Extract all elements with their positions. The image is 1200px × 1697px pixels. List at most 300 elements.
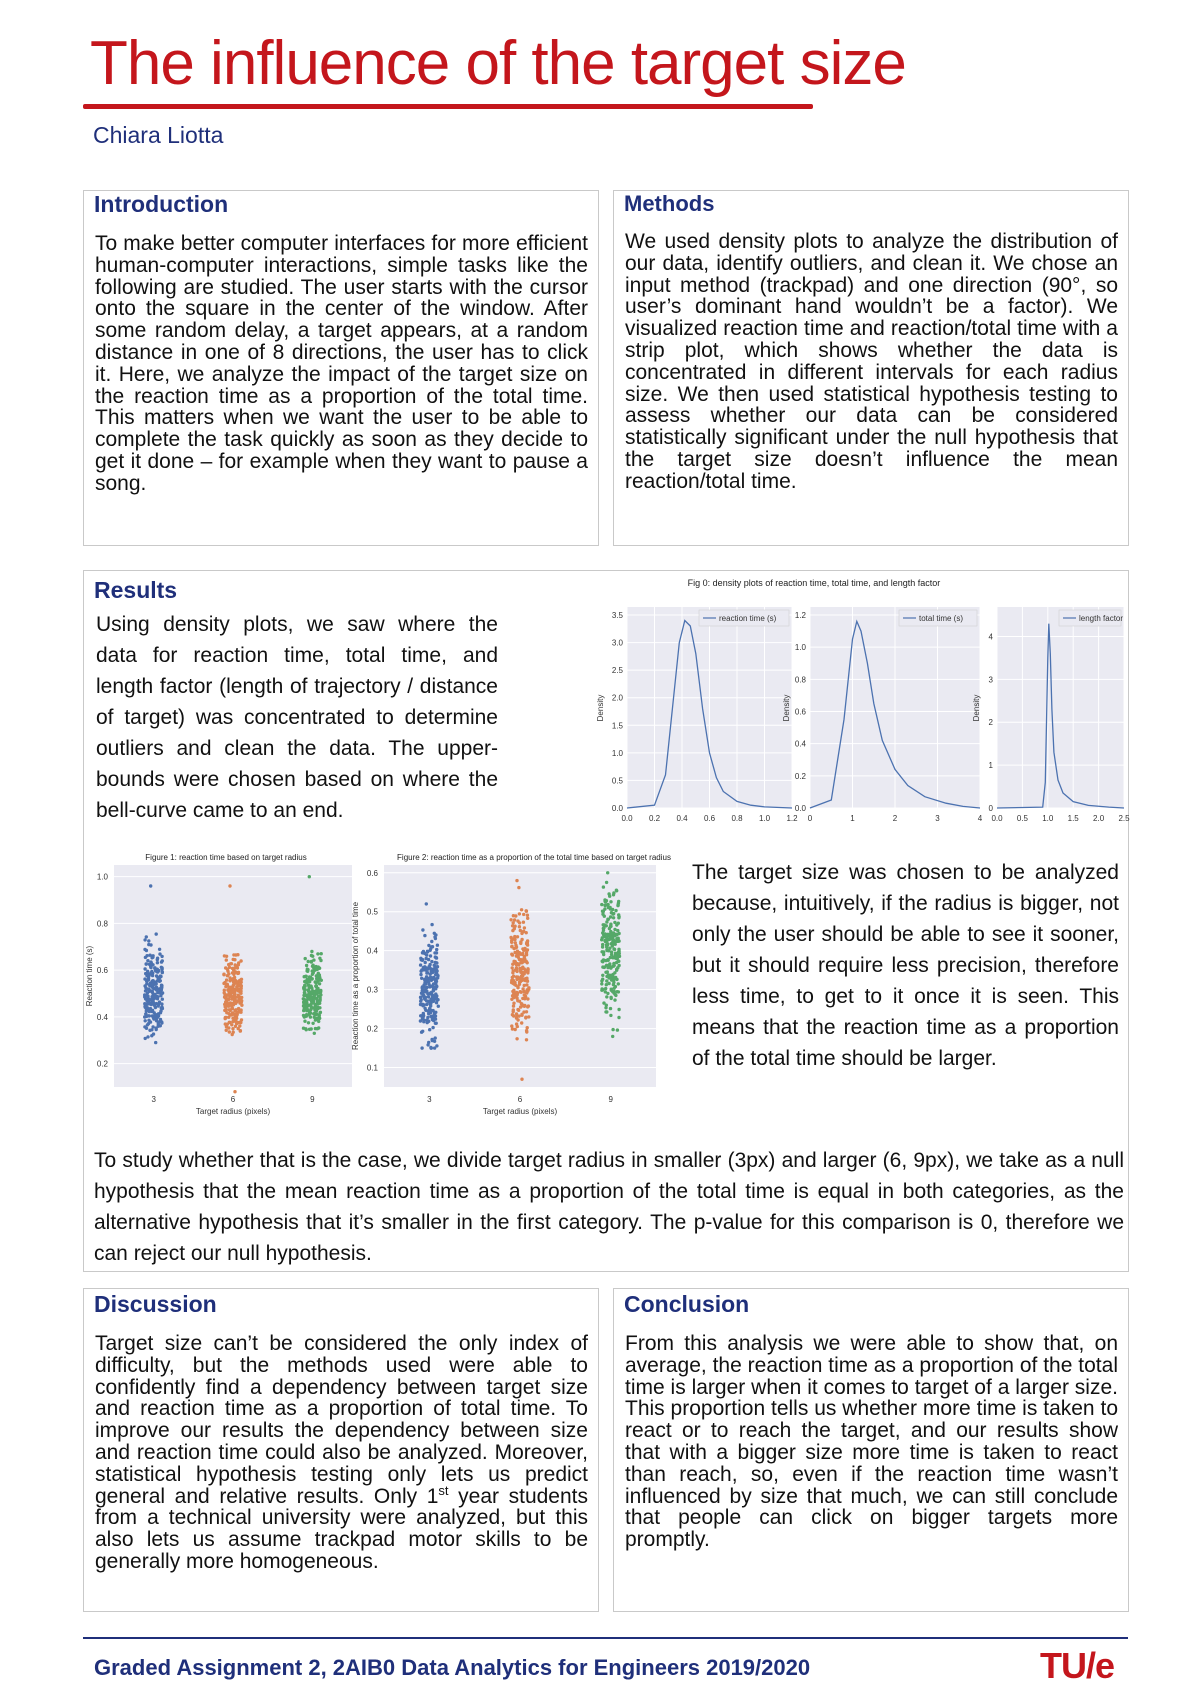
strip-point [602, 1001, 605, 1004]
strip-point [602, 885, 605, 888]
discussion-text-superscript: st [438, 1482, 449, 1498]
author-name: Chiara Liotta [93, 122, 224, 148]
strip-point [424, 982, 427, 985]
strip-point [525, 941, 528, 944]
strip-plot-reaction-proportion [351, 853, 671, 1116]
strip-point [155, 982, 158, 985]
strip-point [317, 965, 320, 968]
strip-point [310, 950, 313, 953]
strip-point [601, 910, 604, 913]
y-tick-label: 3.0 [611, 638, 623, 648]
strip-point [423, 978, 426, 981]
strip-point [150, 971, 153, 974]
strip-point [510, 945, 513, 948]
y-tick-label: 0.0 [794, 804, 806, 813]
strip-point [305, 978, 308, 981]
strip-point [527, 1015, 530, 1018]
strip-point [604, 987, 607, 990]
x-tick-label: 0.4 [676, 814, 688, 823]
strip-point [145, 1015, 148, 1018]
strip-point [158, 948, 161, 951]
strip-point [603, 939, 606, 942]
conclusion-section [613, 1288, 1129, 1612]
y-axis-label: Density [972, 694, 981, 722]
strip-point [307, 1021, 310, 1024]
x-axis-label: Target radius (pixels) [482, 1107, 558, 1116]
strip-point [305, 964, 308, 967]
strip-point-max [228, 884, 231, 887]
strip-point [160, 1006, 163, 1009]
strip-point [303, 1020, 306, 1023]
strip-point [612, 956, 615, 959]
strip-point [222, 973, 225, 976]
y-tick-label: 0.1 [366, 1063, 378, 1073]
strip-point [514, 968, 517, 971]
strip-point [155, 974, 158, 977]
strip-point [617, 1008, 620, 1011]
strip-point [317, 1020, 320, 1023]
strip-point [303, 991, 306, 994]
strip-point [429, 954, 432, 957]
strip-point [515, 991, 518, 994]
strip-point [612, 947, 615, 950]
legend-label: length factor [1079, 614, 1124, 623]
strip-point [314, 1027, 317, 1030]
strip-point [431, 1018, 434, 1021]
strip-point [611, 1028, 614, 1031]
x-tick-label: 0 [807, 814, 813, 823]
x-tick-label: 0.6 [703, 814, 716, 823]
y-tick-label: 0.4 [96, 1012, 108, 1022]
strip-point [230, 1005, 233, 1008]
footer-divider [83, 1637, 1128, 1639]
strip-point [430, 960, 433, 963]
strip-point [147, 998, 150, 1001]
strip-point [239, 999, 242, 1002]
strip-point [521, 930, 524, 933]
strip-point [613, 971, 616, 974]
strip-point [155, 932, 158, 935]
strip-point [421, 1003, 424, 1006]
strip-point [239, 1020, 242, 1023]
strip-point [302, 1027, 305, 1030]
strip-point [146, 1008, 149, 1011]
strip-point [435, 980, 438, 983]
strip-point [312, 1012, 315, 1015]
strip-point [429, 976, 432, 979]
strip-point-max [308, 875, 311, 878]
strip-plots-figure [84, 849, 684, 1129]
strip-point [421, 951, 424, 954]
strip-point [318, 990, 321, 993]
strip-point [603, 915, 606, 918]
strip-point [421, 959, 424, 962]
x-tick-label: 1.0 [758, 814, 771, 823]
y-tick-label: 0.5 [611, 776, 623, 786]
strip-point [423, 997, 426, 1000]
strip-point [607, 918, 610, 921]
strip-point [228, 987, 231, 990]
strip-point [617, 1016, 620, 1019]
y-axis-label: Density [782, 694, 791, 722]
strip-point [606, 903, 609, 906]
strip-point [306, 994, 309, 997]
strip-point [604, 959, 607, 962]
strip-point [525, 1038, 528, 1041]
strip-point [232, 953, 235, 956]
strip-point [615, 952, 618, 955]
strip-point [157, 987, 160, 990]
strip-point [512, 996, 515, 999]
y-tick-label: 1.5 [611, 721, 623, 731]
strip-point [512, 921, 515, 924]
strip-point [511, 1027, 514, 1030]
y-tick-label: 0.8 [96, 919, 108, 929]
strip-point [419, 963, 422, 966]
strip-point [526, 917, 529, 920]
strip-point [607, 982, 610, 985]
y-tick-label: 0.2 [96, 1059, 108, 1069]
strip-point [422, 1020, 425, 1023]
strip-point [519, 940, 522, 943]
strip-point [159, 1009, 162, 1012]
strip-point [609, 1014, 612, 1017]
strip-point [426, 1009, 429, 1012]
y-tick-label: 0.4 [366, 946, 378, 956]
strip-point [239, 1029, 242, 1032]
strip-point [237, 972, 240, 975]
methods-heading: Methods [624, 191, 715, 216]
strip-point [430, 999, 433, 1002]
strip-point [231, 984, 234, 987]
strip-point [419, 1014, 422, 1017]
strip-point [150, 1003, 153, 1006]
strip-point [518, 925, 521, 928]
strip-point [147, 1019, 150, 1022]
strip-point-max [149, 884, 152, 887]
x-tick-label: 2.0 [1093, 814, 1105, 823]
strip-point [600, 950, 603, 953]
results-text-target-size: The target size was chosen to be analyzed because, intuitively, if the radius is bigger, not only the user should be able to see it sooner, but it should require less precision, therefore less time, to get to it once it is seen. This means that the reaction time as a proportion of the total time should be larger. [692, 861, 1119, 1070]
strip-point [144, 1019, 147, 1022]
strip-point [143, 1002, 146, 1005]
density-plot-length-factor [972, 607, 1130, 823]
strip-point [618, 952, 621, 955]
strip-point [610, 978, 613, 981]
strip-point [430, 945, 433, 948]
strip-point [514, 914, 517, 917]
strip-point [510, 941, 513, 944]
strip-point [156, 961, 159, 964]
strip-point [600, 979, 603, 982]
y-tick-label: 0.8 [794, 675, 806, 685]
x-tick-label: 0.0 [621, 814, 633, 823]
strip-point [526, 967, 529, 970]
strip-point [151, 956, 154, 959]
strip-point [611, 990, 614, 993]
strip-point [612, 962, 615, 965]
strip-point [434, 1022, 437, 1025]
strip-point [607, 892, 610, 895]
y-tick-label: 0.2 [366, 1024, 378, 1034]
x-category-label: 9 [608, 1095, 613, 1104]
strip-point [231, 1027, 234, 1030]
y-tick-label: 2.5 [611, 666, 623, 676]
strip-point [155, 1028, 158, 1031]
y-tick-label: 3 [988, 675, 993, 685]
strip-point [607, 973, 610, 976]
strip-point [233, 1009, 236, 1012]
strip-point [513, 927, 516, 930]
strip-point [156, 997, 159, 1000]
discussion-text-part2: year students from a technical university were analyzed, but this also lets us assume trackpad motor skills to be generally more homogeneous. [95, 1484, 588, 1573]
strip-point [234, 963, 237, 966]
methods-section [613, 190, 1129, 546]
methods-text: We used density plots to analyze the distribution of our data, identify outliers, and clean it. We chose an input method (trackpad) and one direction (90°, so user’s dominant hand wouldn’t be a factor). We visualized reaction time and reaction/total time with a strip plot, which shows whether the data is concentrated in different intervals for each radius size. We then used statistical hypothesis testing to assess whether our data can be considered statistically significant under the null hypothesis that the target size doesn’t influence the mean reaction/total time. [625, 230, 1118, 493]
strip-point [514, 984, 517, 987]
strip-point [433, 964, 436, 967]
strip-point [311, 973, 314, 976]
strip-point [315, 1009, 318, 1012]
strip-point [602, 929, 605, 932]
strip-point [604, 900, 607, 903]
strip-point [312, 958, 315, 961]
strip-point [304, 957, 307, 960]
x-tick-label: 0.2 [648, 814, 661, 823]
strip-point [511, 976, 514, 979]
strip-point [320, 979, 323, 982]
strip-point [522, 960, 525, 963]
strip-point [419, 1019, 422, 1022]
strip-point [225, 955, 228, 958]
strip-point [618, 955, 621, 958]
results-text-hypothesis: To study whether that is the case, we divide target radius in smaller (3px) and larger (6, 9px), we take as a null hypothesis that the mean reaction time as a proportion of the total time is equal in both categories, as the alternative hypothesis that it’s smaller in the first category. The p-value for this comparison is 0, therefore we can reject our null hypothesis. [94, 1149, 1124, 1265]
strip-point [510, 979, 513, 982]
strip-point [520, 1021, 523, 1024]
strip-point [522, 949, 525, 952]
x-tick-label: 0.5 [1016, 814, 1028, 823]
strip-point [229, 1001, 232, 1004]
strip-point [522, 921, 525, 924]
y-axis-label: Reaction time (s) [85, 945, 94, 1007]
strip-point [527, 1004, 530, 1007]
strip-point [161, 959, 164, 962]
strip-point [225, 958, 228, 961]
strip-point [317, 979, 320, 982]
strip-point [435, 956, 438, 959]
strip-point [524, 1016, 527, 1019]
strip-point [522, 913, 525, 916]
y-tick-label: 1 [988, 761, 993, 771]
strip-point [317, 1000, 320, 1003]
strip-point [146, 1035, 149, 1038]
y-tick-label: 0.3 [366, 985, 378, 995]
strip-point [143, 938, 146, 941]
strip-point [525, 1029, 528, 1032]
x-tick-label: 1.0 [1042, 814, 1054, 823]
strip-point [608, 906, 611, 909]
strip-point [514, 941, 517, 944]
strip-point [309, 1003, 312, 1006]
strip-point [436, 944, 439, 947]
strip-point [145, 954, 148, 957]
strip-point [435, 948, 438, 951]
strip-point [151, 979, 154, 982]
strip-point [612, 916, 615, 919]
strip-point [600, 938, 603, 941]
strip-point [511, 971, 514, 974]
strip-point-min [233, 1090, 236, 1093]
strip-point [512, 1002, 515, 1005]
y-tick-label: 1.0 [794, 643, 806, 653]
strip-point [525, 953, 528, 956]
strip-point [525, 909, 528, 912]
strip-point [605, 924, 608, 927]
conclusion-heading: Conclusion [624, 1291, 750, 1317]
strip-point [605, 948, 608, 951]
strip-point [157, 978, 160, 981]
strip-point [512, 1004, 515, 1007]
strip-point [600, 982, 603, 985]
strip-point [309, 984, 312, 987]
strip-point [223, 1009, 226, 1012]
strip-point [145, 993, 148, 996]
y-tick-label: 4 [988, 632, 993, 642]
strip-point [606, 942, 609, 945]
strip-point [304, 975, 307, 978]
strip-point [515, 1037, 518, 1040]
strip-point [520, 908, 523, 911]
x-category-label: 9 [310, 1095, 315, 1104]
strip-point [234, 1019, 237, 1022]
strip-point [156, 968, 159, 971]
strip-point [509, 936, 512, 939]
strip-point [314, 980, 317, 983]
strip-plot-1-title: Figure 1: reaction time based on target radius [145, 853, 307, 862]
strip-point [609, 900, 612, 903]
strip-point [240, 996, 243, 999]
strip-point [154, 1006, 157, 1009]
strip-point [425, 971, 428, 974]
x-tick-label: 4 [977, 814, 983, 823]
strip-point [516, 1025, 519, 1028]
strip-point [601, 974, 604, 977]
strip-point [156, 957, 159, 960]
strip-point [430, 940, 433, 943]
strip-point [318, 957, 321, 960]
introduction-text: To make better computer interfaces for more efficient human-computer interactions, simple tasks like the following are studied. The user starts with the cursor onto the square in the center of the window. After some random delay, a target appears, at a random distance in one of 8 directions, the user has to click it. Here, we analyze the impact of the target size on the reaction time as a proportion of the total time. This matters when we want the user to be able to complete the task quickly as soon as they decide to get it done – for example when they want to pause a song. [95, 232, 588, 495]
strip-point [231, 978, 234, 981]
strip-point [318, 1014, 321, 1017]
y-tick-label: 0.6 [96, 966, 108, 976]
results-heading: Results [94, 577, 178, 603]
strip-point [160, 955, 163, 958]
strip-point [145, 980, 148, 983]
strip-point [610, 974, 613, 977]
strip-point [523, 993, 526, 996]
strip-point [239, 959, 242, 962]
strip-point [511, 963, 514, 966]
strip-point [617, 948, 620, 951]
strip-point [223, 991, 226, 994]
strip-plot-2-title: Figure 2: reaction time as a proportion of the total time based on target radius [397, 853, 671, 862]
strip-point [512, 1014, 515, 1017]
strip-point [306, 968, 309, 971]
strip-point [435, 1044, 438, 1047]
strip-point [512, 1008, 515, 1011]
strip-point [612, 931, 615, 934]
strip-point [305, 1007, 308, 1010]
strip-point [157, 1003, 160, 1006]
strip-point [604, 1006, 607, 1009]
strip-point [610, 997, 613, 1000]
strip-point [427, 995, 430, 998]
strip-point [526, 948, 529, 951]
strip-point [147, 974, 150, 977]
strip-point [311, 977, 314, 980]
strip-point [311, 1022, 314, 1025]
strip-point [430, 923, 433, 926]
strip-point [524, 970, 527, 973]
strip-point [428, 966, 431, 969]
strip-point [230, 1023, 233, 1026]
strip-point [613, 987, 616, 990]
discussion-text [95, 1333, 588, 1573]
strip-point [427, 958, 430, 961]
strip-point [316, 952, 319, 955]
strip-point [511, 924, 514, 927]
x-tick-label: 0.8 [731, 814, 743, 823]
strip-point [601, 943, 604, 946]
plot-background [997, 607, 1124, 808]
strip-point [518, 958, 521, 961]
y-tick-label: 2 [988, 718, 993, 728]
x-category-label: 3 [427, 1095, 432, 1104]
strip-point [431, 1026, 434, 1029]
strip-point [147, 939, 150, 942]
strip-point [433, 1040, 436, 1043]
strip-point [616, 1028, 619, 1031]
y-tick-label: 0.2 [794, 771, 806, 781]
strip-point [436, 965, 439, 968]
results-section [83, 570, 1129, 1272]
strip-point [424, 961, 427, 964]
strip-point [231, 971, 234, 974]
strip-point [302, 1009, 305, 1012]
strip-point [431, 994, 434, 997]
strip-point [523, 978, 526, 981]
strip-point [428, 1028, 431, 1031]
strip-point [148, 1029, 151, 1032]
strip-point [232, 958, 235, 961]
y-tick-label: 0.6 [366, 868, 378, 878]
x-tick-label: 1.5 [1067, 814, 1079, 823]
strip-point [153, 993, 156, 996]
strip-point [229, 962, 232, 965]
strip-point [151, 1014, 154, 1017]
strip-point [426, 1021, 429, 1024]
strip-point [614, 909, 617, 912]
strip-plot-reaction-time [85, 853, 352, 1116]
strip-point [420, 968, 423, 971]
strip-point [310, 1027, 313, 1030]
strip-point [513, 938, 516, 941]
strip-point [317, 1026, 320, 1029]
strip-point [318, 996, 321, 999]
y-tick-label: 0.4 [794, 739, 806, 749]
strip-point [605, 964, 608, 967]
strip-point [432, 977, 435, 980]
